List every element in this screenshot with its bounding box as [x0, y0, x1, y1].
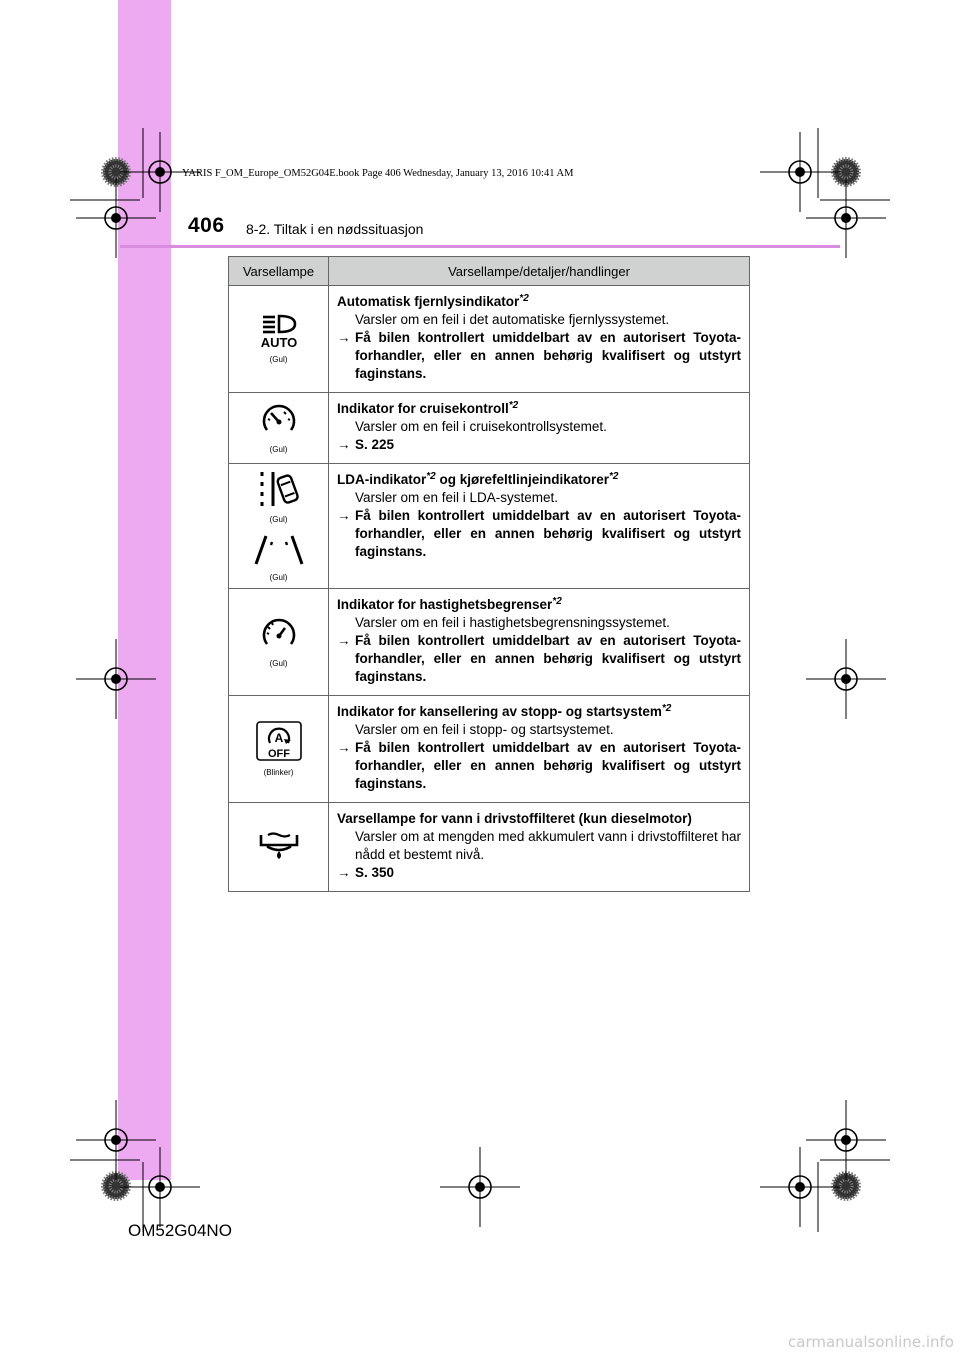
details-cell — [329, 803, 750, 892]
row-action: → Få bilen kontrollert umiddelbart av en autorisert Toyota-forhandler, eller en annen behørig kvalifisert og utstyrt faginstans. — [337, 740, 741, 791]
stop-start-off-icon — [256, 721, 302, 761]
details-cell — [329, 696, 750, 803]
row-action: → Få bilen kontrollert umiddelbart av en autorisert Toyota-forhandler, eller en annen behørig kvalifisert og utstyrt faginstans. — [337, 330, 741, 381]
lane-lines-icon — [252, 534, 306, 566]
section-title: 8-2. Tiltak i en nødssituasjon — [246, 221, 424, 237]
details-cell — [329, 393, 750, 464]
lamp-caption: (Gul) — [269, 515, 288, 524]
table-row — [229, 589, 750, 696]
row-description: Varsler om en feil i stopp- og startsystemet. — [355, 722, 614, 737]
table-header-row — [229, 257, 750, 286]
row-description: Varsler om en feil i cruisekontrollsystemet. — [355, 419, 607, 434]
auto-headlight-icon — [257, 314, 301, 348]
table-row — [229, 803, 750, 892]
speed-limiter-icon — [259, 616, 299, 652]
column-header-details: Varsellampe/detaljer/handlinger — [329, 257, 750, 286]
row-title: LDA-indikator$^{*2}$ og kjørefeltlinjeindikatorer$^{*2}$ — [337, 471, 619, 487]
lamp-caption: (Gul) — [269, 573, 288, 582]
lamp-cell — [229, 589, 329, 696]
row-description: Varsler om en feil i LDA-systemet. — [355, 490, 559, 505]
row-description: Varsler om at mengden med akkumulert vann i drivstoffilteret har nådd et bestemt nivå. — [355, 829, 741, 862]
details-cell — [329, 464, 750, 589]
row-title: Varsellampe for vann i drivstoffilteret (kun dieselmotor) — [337, 811, 692, 826]
row-description: Varsler om en feil i det automatiske fjernlyssystemet. — [355, 312, 670, 327]
icon-off-text: OFF — [267, 748, 290, 760]
lamp-caption: (Blinker) — [263, 768, 294, 777]
warning-lamp-table — [228, 256, 750, 892]
details-cell — [329, 286, 750, 393]
table-row — [229, 696, 750, 803]
header-rule — [120, 245, 840, 248]
cruise-control-icon — [259, 402, 299, 438]
water-in-fuel-filter-icon — [258, 829, 300, 861]
row-title: Indikator for cruisekontroll$^{*2}$ — [337, 400, 519, 416]
svg-text:AUTO: AUTO — [260, 335, 297, 348]
lamp-caption: (Gul) — [269, 445, 288, 454]
row-title: Automatisk fjernlysindikator$^{*2}$ — [337, 293, 529, 309]
lamp-cell — [229, 696, 329, 803]
row-action: → Få bilen kontrollert umiddelbart av en autorisert Toyota-forhandler, eller en annen behørig kvalifisert og utstyrt faginstans. — [337, 633, 741, 684]
column-header-lamp: Varsellampe — [229, 257, 329, 286]
document-code: OM52G04NO — [128, 1221, 232, 1240]
lamp-cell — [229, 803, 329, 892]
row-action: → Få bilen kontrollert umiddelbart av en autorisert Toyota-forhandler, eller en annen behørig kvalifisert og utstyrt faginstans. — [337, 508, 741, 559]
table-row — [229, 286, 750, 393]
row-title: Indikator for kansellering av stopp- og startsystem$^{*2}$ — [337, 703, 672, 719]
lamp-cell — [229, 464, 329, 589]
page-number: 406 — [188, 214, 225, 237]
lamp-caption: (Gul) — [269, 659, 288, 668]
row-action: → S. 225 — [337, 437, 395, 452]
lane-departure-icon — [256, 470, 302, 508]
details-cell — [329, 589, 750, 696]
table-row — [229, 464, 750, 589]
row-action: → S. 350 — [337, 865, 395, 880]
lamp-cell — [229, 393, 329, 464]
lamp-cell — [229, 286, 329, 393]
lamp-caption: (Gul) — [269, 355, 288, 364]
watermark: carmanualsonline.info — [788, 1333, 954, 1351]
row-title: Indikator for hastighetsbegrenser$^{*2}$ — [337, 596, 562, 612]
svg-text:A: A — [274, 731, 283, 745]
table-row — [229, 393, 750, 464]
book-info-line: YARIS F_OM_Europe_OM52G04E.book Page 406 Wednesday, January 13, 2016 10:41 AM — [182, 168, 574, 179]
row-description: Varsler om en feil i hastighetsbegrensningssystemet. — [355, 615, 670, 630]
